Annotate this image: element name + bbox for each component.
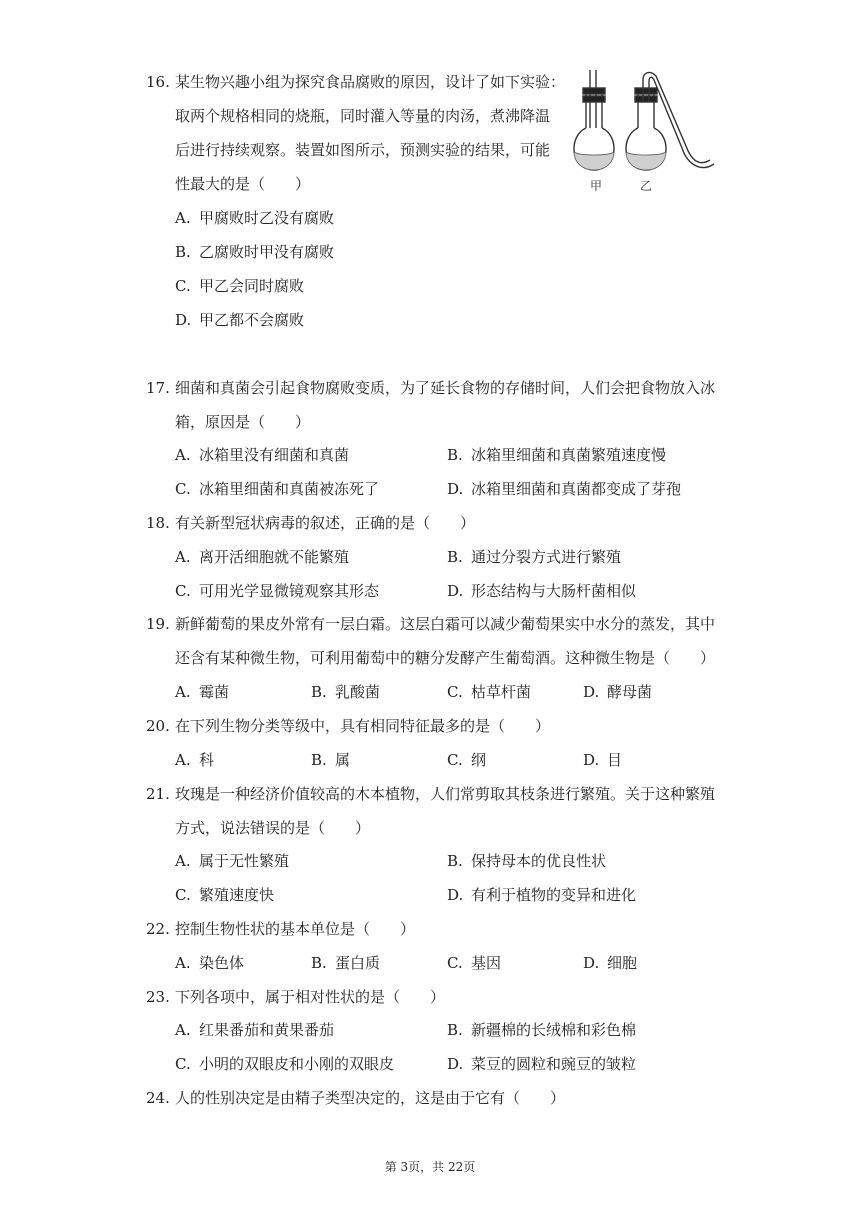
- option-c: C. 枯草杆菌: [447, 683, 532, 701]
- flask-diagram: [568, 66, 720, 196]
- option-d: D. 冰箱里细菌和真菌都变成了芽孢: [447, 480, 682, 498]
- option-b: B. 冰箱里细菌和真菌繁殖速度慢: [447, 446, 667, 464]
- option-c: C. 繁殖速度快: [175, 886, 275, 904]
- option-a: A. 染色体: [175, 954, 245, 972]
- question-text: 性最大的是（ ）: [175, 175, 311, 193]
- option-a: A. 冰箱里没有细菌和真菌: [175, 446, 350, 464]
- question-number: 24.: [146, 1089, 170, 1107]
- figure-label-jia: 甲: [590, 179, 603, 193]
- question-number: 16.: [146, 73, 170, 91]
- question-text: 有关新型冠状病毒的叙述，正确的是（ ）: [175, 514, 476, 532]
- question-text: 取两个规格相同的烧瓶，同时灌入等量的肉汤，煮沸降温: [175, 107, 551, 125]
- question-number: 20.: [146, 717, 170, 735]
- flask-experiment-figure: [568, 66, 720, 196]
- question-text: 还含有某种微生物，可利用葡萄中的糖分发酵产生葡萄酒。这种微生物是（ ）: [175, 649, 716, 667]
- option-c: C. 冰箱里细菌和真菌被冻死了: [175, 480, 380, 498]
- option-b: B. 乳酸菌: [311, 683, 381, 701]
- option-a: A. 红果番茄和黄果番茄: [175, 1021, 335, 1039]
- option-d: D. 菜豆的圆粒和豌豆的皱粒: [447, 1055, 637, 1073]
- question-text: 后进行持续观察。装置如图所示，预测实验的结果，可能: [175, 141, 551, 159]
- option-a: A. 甲腐败时乙没有腐败: [175, 209, 335, 227]
- question-number: 21.: [146, 785, 170, 803]
- option-d: D. 形态结构与大肠杆菌相似: [447, 582, 637, 600]
- question-text: 在下列生物分类等级中，具有相同特征最多的是（ ）: [175, 717, 551, 735]
- question-text: 某生物兴趣小组为探究食品腐败的原因，设计了如下实验：: [175, 73, 566, 91]
- option-c: C. 小明的双眼皮和小刚的双眼皮: [175, 1055, 395, 1073]
- option-c: C. 基因: [447, 954, 502, 972]
- option-d: D. 有利于植物的变异和进化: [447, 886, 637, 904]
- option-b: B. 乙腐败时甲没有腐败: [175, 243, 335, 261]
- option-b: B. 新疆棉的长绒棉和彩色棉: [447, 1021, 637, 1039]
- figure-label-yi: 乙: [640, 179, 653, 193]
- option-a: A. 离开活细胞就不能繁殖: [175, 548, 350, 566]
- option-d: D. 酵母菌: [583, 683, 653, 701]
- question-text: 人的性别决定是由精子类型决定的，这是由于它有（ ）: [175, 1089, 566, 1107]
- question-text: 细菌和真菌会引起食物腐败变质，为了延长食物的存储时间，人们会把食物放入冰: [175, 379, 716, 397]
- option-b: B. 通过分裂方式进行繁殖: [447, 548, 622, 566]
- option-a: A. 科: [175, 751, 215, 769]
- option-a: A. 霉菌: [175, 683, 230, 701]
- question-number: 23.: [146, 988, 170, 1006]
- question-text: 箱，原因是（ ）: [175, 413, 311, 431]
- option-d: D. 甲乙都不会腐败: [175, 311, 305, 329]
- question-number: 17.: [146, 379, 170, 397]
- option-b: B. 属: [311, 751, 351, 769]
- option-b: B. 蛋白质: [311, 954, 381, 972]
- option-c: C. 可用光学显微镜观察其形态: [175, 582, 380, 600]
- question-number: 18.: [146, 514, 170, 532]
- option-d: D. 目: [583, 751, 623, 769]
- option-d: D. 细胞: [583, 954, 638, 972]
- option-a: A. 属于无性繁殖: [175, 852, 290, 870]
- question-text: 新鲜葡萄的果皮外常有一层白霜。这层白霜可以减少葡萄果实中水分的蒸发，其中: [175, 615, 716, 633]
- question-text: 控制生物性状的基本单位是（ ）: [175, 920, 416, 938]
- option-b: B. 保持母本的优良性状: [447, 852, 607, 870]
- option-c: C. 甲乙会同时腐败: [175, 277, 305, 295]
- question-text: 下列各项中，属于相对性状的是（ ）: [175, 988, 446, 1006]
- question-text: 方式，说法错误的是（ ）: [175, 819, 371, 837]
- question-text: 玫瑰是一种经济价值较高的木本植物，人们常剪取其枝条进行繁殖。关于这种繁殖: [175, 785, 716, 803]
- page-footer: 第 3页，共 22页: [384, 1160, 476, 1174]
- question-number: 22.: [146, 920, 170, 938]
- option-c: C. 纲: [447, 751, 487, 769]
- question-number: 19.: [146, 615, 170, 633]
